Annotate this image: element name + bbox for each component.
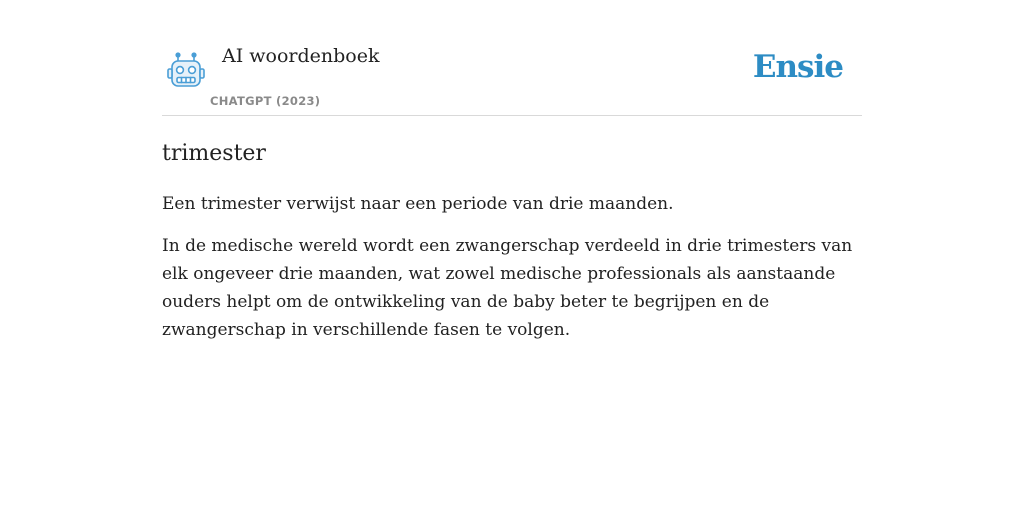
definition-paragraph: In de medische wereld wordt een zwangerschap verdeeld in drie trimesters van elk ongeveer drie maanden, wat zowel medische professionals als aanstaande ouders helpt om de ontwikkeling van de baby beter te begrijpen en de zwangerschap in verschillende fasen te volgen. bbox=[162, 236, 853, 340]
entry-content bbox=[162, 138, 862, 358]
dictionary-title[interactable]: AI woordenboek bbox=[222, 45, 380, 67]
brand-logo[interactable]: Ensie bbox=[752, 49, 843, 85]
source-label: CHATGPT (2023) bbox=[210, 94, 321, 108]
robot-icon bbox=[166, 52, 206, 90]
header bbox=[162, 40, 862, 116]
entry-term: trimester bbox=[162, 141, 266, 166]
definition-paragraph: Een trimester verwijst naar een periode van drie maanden. bbox=[162, 194, 674, 214]
